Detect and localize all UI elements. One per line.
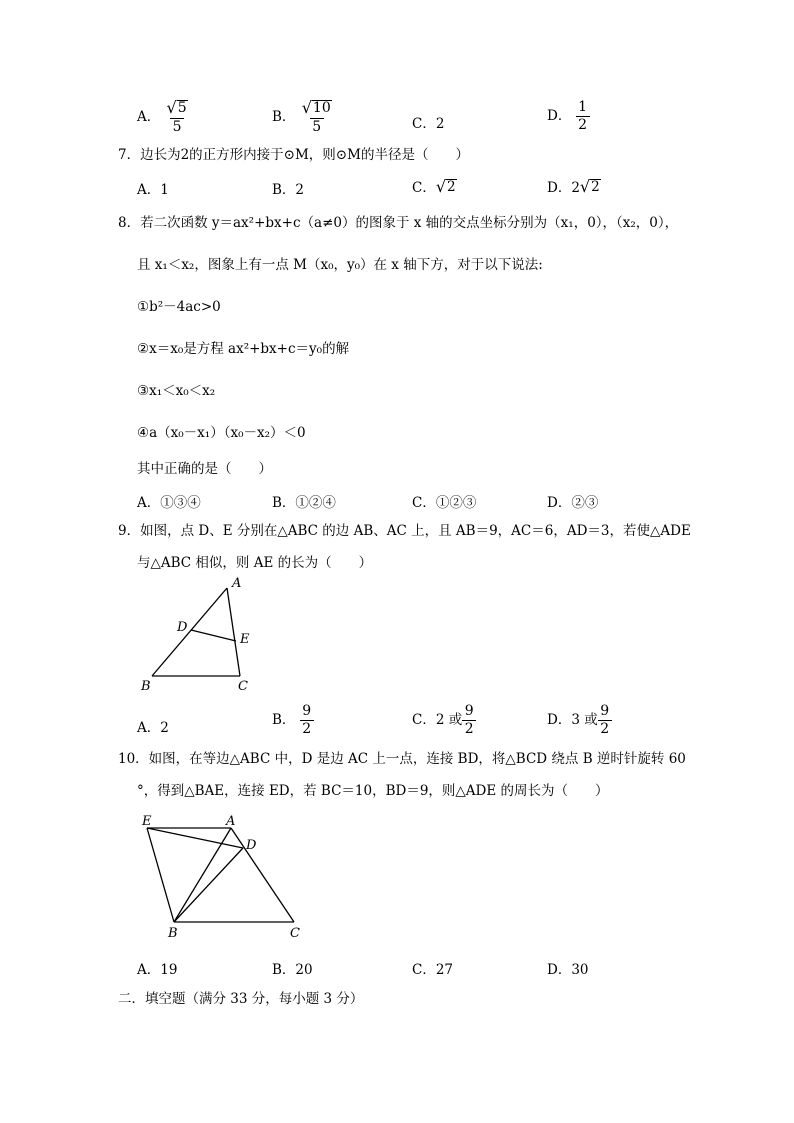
q6-b-fraction: √ 10 5 <box>301 98 331 135</box>
q6-d-fraction <box>576 100 590 133</box>
q8-stem-line1: 8．若二次函数 y＝ax²+bx+c（a≠0）的图象于 x 轴的交点坐标分别为（x₁，0），（x₂，0）， <box>118 215 679 231</box>
q9-c-numerator: 9 <box>464 703 474 719</box>
q9-label-a: A <box>232 576 242 591</box>
q10-stem-line2: °，得到△BAE，连接 ED，若 BC＝10，BD＝9，则△ADE 的周长为（ ） <box>137 783 609 799</box>
section-2-heading: 二．填空题（满分 33 分，每小题 3 分） <box>118 991 364 1007</box>
q9-label-e: E <box>240 632 250 647</box>
q9-b-numerator: 9 <box>302 703 312 719</box>
q9-label-c: C <box>238 679 248 694</box>
q10-side-ab <box>174 828 231 922</box>
q9-side-ab <box>152 588 227 676</box>
q6-a-denominator: 5 <box>170 118 184 135</box>
q8-stem-line2: 且 x₁＜x₂，图象上有一点 M（x₀，y₀）在 x 轴下方，对于以下说法: <box>137 257 543 273</box>
q9-side-ac <box>227 588 240 676</box>
q9-b-denominator: 2 <box>300 720 314 737</box>
q8-statement-1: ①b²－4ac>0 <box>137 299 221 315</box>
q9-option-b <box>272 704 314 737</box>
q10-side-ac <box>231 828 294 922</box>
q10-stem-line1: 10．如图，在等边△ABC 中，D 是边 AC 上一点，连接 BD，将△BCD 绕点 B 逆时针旋转 60 <box>118 751 686 767</box>
q7-option-b: B．2 <box>272 182 305 198</box>
q7-d-letter: D． <box>547 180 572 196</box>
q8-option-a: A．①③④ <box>137 495 201 511</box>
q10-label-b: B <box>168 926 178 941</box>
q8-option-d: D．②③ <box>547 495 599 511</box>
q10-label-e: E <box>142 814 152 829</box>
q6-a-letter: A． <box>137 109 161 125</box>
q6-a-radicand: 5 <box>177 100 187 116</box>
q10-segment-bd <box>174 848 243 922</box>
q9-b-letter: B． <box>272 712 296 728</box>
q10-option-d: D．30 <box>547 962 589 978</box>
q9-triangle-figure <box>130 575 270 695</box>
q9-c-prefix: C．2 或 <box>412 712 463 728</box>
q10-option-c: C．27 <box>412 962 454 978</box>
q7-d-coefficient: 2 <box>571 180 580 196</box>
q7-d-radicand: 2 <box>591 179 600 195</box>
q10-option-a: A．19 <box>137 962 178 978</box>
q6-option-c: C．2 <box>412 116 445 132</box>
q6-option-b <box>272 100 334 135</box>
q10-label-d: D <box>246 838 257 853</box>
q7-option-c: C． √ 2 <box>412 177 456 196</box>
q6-option-d <box>547 100 590 133</box>
q8-statement-2: ②x＝x₀是方程 ax²+bx+c＝y₀的解 <box>137 341 350 357</box>
q8-option-b: B．①②④ <box>272 495 336 511</box>
q6-d-letter: D． <box>547 108 572 124</box>
q9-d-numerator: 9 <box>600 703 610 719</box>
q9-d-denominator: 2 <box>598 720 612 737</box>
q6-d-denominator: 2 <box>576 116 590 133</box>
q6-b-radicand: 10 <box>312 100 331 116</box>
q7-c-letter: C． <box>412 180 436 196</box>
q6-b-letter: B． <box>272 109 296 125</box>
q9-option-c <box>412 704 476 737</box>
q9-option-d <box>547 704 612 737</box>
q9-label-b: B <box>141 679 151 694</box>
q7-stem: 7．边长为2的正方形内接于⊙M，则⊙M的半径是（ ） <box>118 147 469 163</box>
q8-statement-3: ③x₁＜x₀＜x₂ <box>137 383 216 399</box>
q6-option-a <box>137 100 190 135</box>
q6-a-fraction: √ 5 5 <box>166 98 187 135</box>
q10-label-c: C <box>290 926 300 941</box>
q6-b-denominator: 5 <box>310 118 324 135</box>
q10-segment-eb <box>147 828 174 922</box>
q9-segment-de <box>191 630 236 641</box>
q9-b-fraction <box>300 704 314 737</box>
q9-option-a: A．2 <box>137 720 169 736</box>
q9-c-fraction <box>462 704 476 737</box>
q9-c-denominator: 2 <box>462 720 476 737</box>
q8-statement-4: ④a（x₀－x₁）（x₀－x₂）＜0 <box>137 425 306 441</box>
q9-d-fraction <box>598 704 612 737</box>
q10-option-b: B．20 <box>272 962 313 978</box>
q6-d-numerator: 1 <box>578 99 588 115</box>
q9-stem-line1: 9．如图，点 D、E 分别在△ABC 的边 AB、AC 上，且 AB＝9，AC＝6，AD＝3，若使△ADE <box>118 523 691 539</box>
q7-option-a: A．1 <box>137 182 169 198</box>
q7-option-d: D．2 √ 2 <box>547 177 600 196</box>
q9-stem-line2: 与△ABC 相似，则 AE 的长为（ ） <box>137 555 373 571</box>
q10-rotation-figure <box>130 808 320 943</box>
q8-question: 其中正确的是（ ） <box>137 461 272 477</box>
q10-label-a: A <box>226 814 236 829</box>
q9-d-prefix: D．3 或 <box>547 712 598 728</box>
q8-option-c: C．①②③ <box>412 495 477 511</box>
q9-label-d: D <box>177 620 188 635</box>
q7-c-radicand: 2 <box>447 179 456 195</box>
